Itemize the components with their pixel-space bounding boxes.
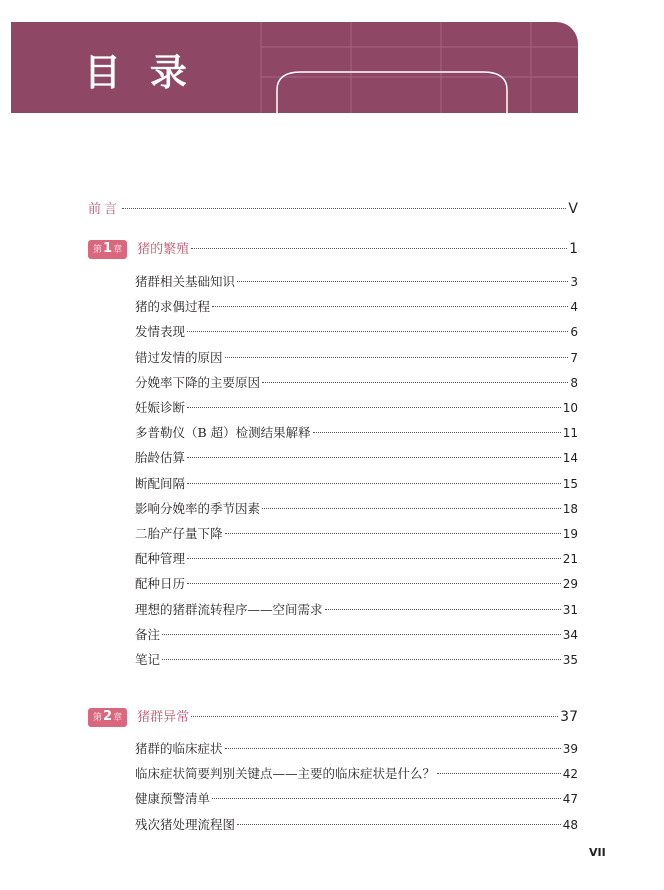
toc-entry[interactable] [135, 322, 578, 340]
toc-entry[interactable] [135, 499, 578, 517]
entry-page: 4 [570, 300, 578, 315]
badge-prefix: 第 [93, 245, 103, 255]
toc-entry[interactable] [135, 574, 578, 592]
dot-leader [187, 483, 561, 484]
dot-leader [262, 382, 568, 383]
badge-number: 1 [103, 241, 113, 256]
entry-title: 二胎产仔量下降 [135, 526, 223, 541]
chapter-page: 37 [560, 709, 578, 725]
dot-leader [187, 583, 561, 584]
toc-preface[interactable] [88, 198, 578, 217]
preface-label: 前言 [88, 202, 121, 217]
entry-title: 残次猪处理流程图 [135, 816, 236, 832]
dot-leader [162, 659, 561, 660]
entry-title: 备注 [135, 626, 161, 642]
dot-leader [187, 331, 568, 332]
dot-leader [225, 533, 561, 534]
entry-page: 11 [562, 426, 578, 441]
toc-chapter[interactable] [88, 706, 578, 727]
entry-page: 31 [562, 602, 578, 617]
chapter-label [88, 238, 189, 259]
badge-prefix: 第 [93, 713, 103, 723]
toc-entry[interactable] [135, 272, 578, 290]
toc-entry[interactable] [135, 600, 578, 618]
entry-page: 39 [562, 742, 578, 756]
chapter-page: 1 [569, 241, 578, 257]
badge-suffix: 章 [113, 713, 123, 723]
toc-entry[interactable] [135, 373, 578, 391]
entry-title: 妊娠诊断 [135, 400, 186, 415]
entry-title: 配种管理 [135, 551, 186, 567]
toc-entry[interactable] [135, 474, 578, 492]
entry-page: 34 [562, 627, 578, 642]
entry-title: 猪的求偶过程 [135, 299, 211, 315]
toc-entry[interactable] [135, 789, 578, 807]
dot-leader [162, 634, 561, 635]
entry-title: 分娩率下降的主要原因 [135, 374, 261, 390]
entry-page: 19 [562, 527, 578, 541]
entry-title: 猪群的临床症状 [135, 741, 223, 756]
dot-leader [225, 357, 569, 358]
entry-page: 42 [562, 767, 578, 782]
toc-entry[interactable] [135, 815, 578, 833]
dot-leader [187, 558, 561, 559]
entry-title: 多普勒仪（B 超）检测结果解释 [135, 425, 311, 441]
entry-page: 21 [562, 552, 578, 567]
page-number: VII [589, 846, 606, 859]
entry-page: 8 [570, 375, 578, 390]
badge-suffix: 章 [113, 245, 123, 255]
entry-page: 15 [562, 476, 578, 491]
chapter-badge [88, 240, 127, 259]
toc-entry[interactable] [135, 423, 578, 441]
toc-entry[interactable] [135, 650, 578, 668]
title-banner [11, 22, 578, 113]
entry-page: 48 [562, 817, 578, 832]
dot-leader [237, 281, 568, 282]
entry-title: 临床症状简要判别关键点——主要的临床症状是什么？ [135, 766, 436, 782]
toc-entry[interactable] [135, 448, 578, 466]
dot-leader [437, 773, 561, 774]
dot-leader [187, 407, 561, 408]
entry-title: 笔记 [135, 652, 161, 667]
entry-page: 35 [562, 653, 578, 667]
entry-title: 理想的猪群流转程序——空间需求 [135, 601, 323, 617]
dot-leader [325, 609, 561, 610]
toc-entry[interactable] [135, 524, 578, 542]
dot-leader [212, 798, 561, 799]
dot-leader [225, 748, 561, 749]
chapter-title: 猪的繁殖 [137, 242, 190, 257]
dot-leader [191, 716, 558, 717]
entry-title: 错过发情的原因 [135, 349, 223, 365]
preface-page: V [568, 201, 578, 217]
entry-page: 47 [562, 792, 578, 807]
dot-leader [313, 432, 561, 433]
chapter-label [88, 706, 189, 727]
entry-title: 影响分娩率的季节因素 [135, 500, 261, 516]
entry-title: 发情表现 [135, 324, 186, 340]
toc-entry[interactable] [135, 348, 578, 366]
toc-entry[interactable] [135, 625, 578, 643]
dot-leader [237, 824, 561, 825]
entry-page: 29 [562, 577, 578, 592]
toc-entry[interactable] [135, 764, 578, 782]
entry-page: 7 [570, 350, 578, 365]
entry-page: 6 [570, 325, 578, 340]
entry-page: 3 [570, 275, 578, 289]
dot-leader [212, 306, 568, 307]
toc-entry[interactable] [135, 549, 578, 567]
dot-leader [187, 457, 561, 458]
dot-leader [122, 208, 566, 209]
chapter-title: 猪群异常 [137, 710, 190, 725]
toc-entry[interactable] [135, 739, 578, 757]
badge-number: 2 [103, 709, 113, 724]
entry-page: 14 [562, 451, 578, 466]
toc-chapter[interactable] [88, 238, 578, 259]
page-title: 目 录 [84, 51, 195, 94]
chapter-badge [88, 708, 127, 727]
entry-title: 配种日历 [135, 576, 186, 592]
entry-title: 健康预警清单 [135, 791, 211, 807]
entry-page: 18 [562, 501, 578, 516]
entry-page: 10 [562, 401, 578, 415]
toc-entry[interactable] [135, 297, 578, 315]
toc-entry[interactable] [135, 398, 578, 416]
entry-title: 断配间隔 [135, 475, 186, 491]
dot-leader [191, 248, 567, 249]
entry-title: 猪群相关基础知识 [135, 274, 236, 289]
entry-title: 胎龄估算 [135, 450, 186, 466]
dot-leader [262, 508, 561, 509]
